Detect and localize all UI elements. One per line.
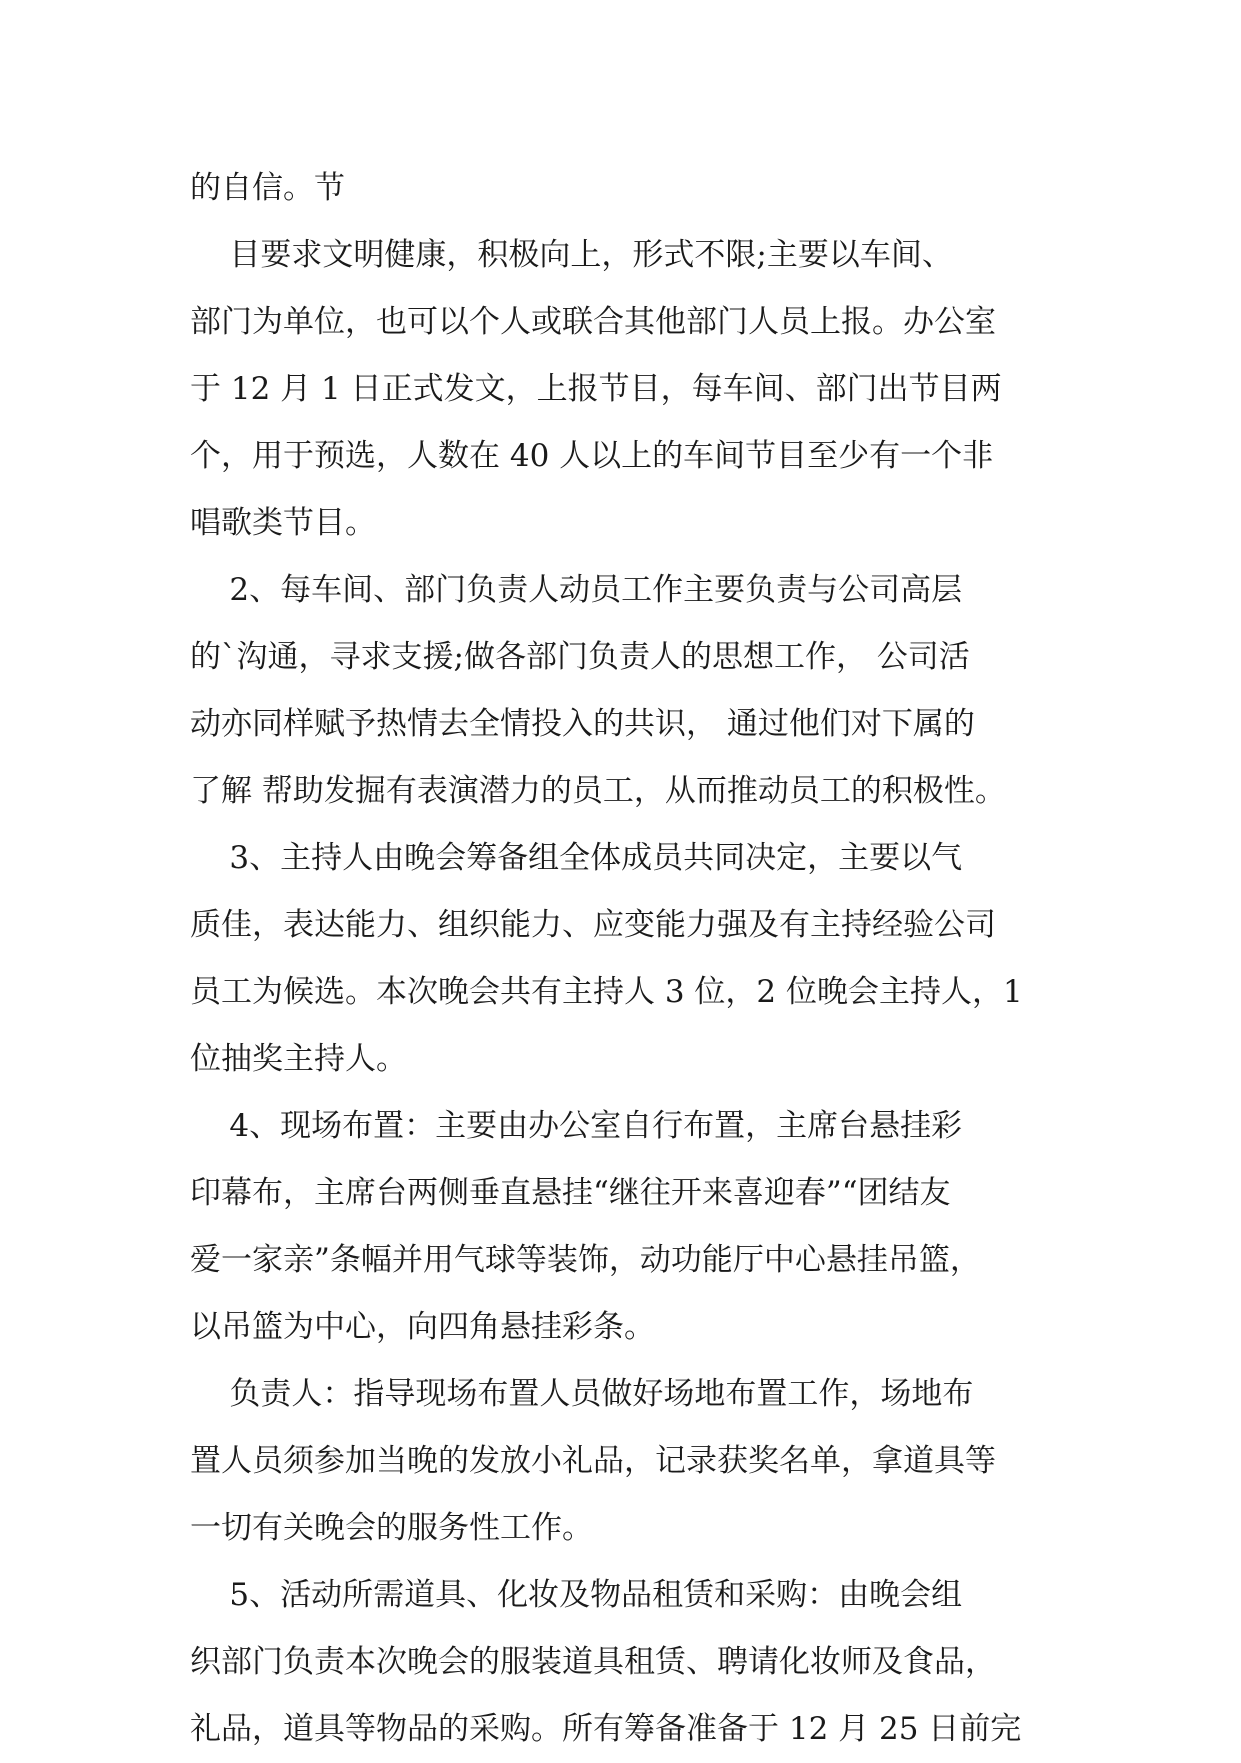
- body-text: [190, 155, 1070, 1763]
- text-line-2: 目要求文明健康，积极向上，形式不限;主要以车间、: [190, 237, 953, 273]
- text-line-8: 的`沟通，寻求支援;做各部门负责人的思想工作， 公司活: [190, 639, 970, 675]
- text-line-10: 了解 帮助发掘有表演潜力的员工，从而推动员工的积极性。: [190, 773, 1006, 809]
- text-line-23: 织部门负责本次晚会的服装道具租赁、聘请化妆师及食品，: [190, 1644, 996, 1680]
- text-line-6: 唱歌类节目。: [190, 505, 376, 541]
- text-line-9: 动亦同样赋予热情去全情投入的共识， 通过他们对下属的: [190, 706, 975, 742]
- text-line-18: 以吊篮为中心，向四角悬挂彩条。: [190, 1309, 655, 1345]
- text-line-11: 3、主持人由晚会筹备组全体成员共同决定，主要以气: [190, 840, 963, 876]
- text-line-21: 一切有关晚会的服务性工作。: [190, 1510, 593, 1546]
- text-line-3: 部门为单位，也可以个人或联合其他部门人员上报。办公室: [190, 304, 996, 340]
- text-line-17: 爱一家亲”条幅并用气球等装饰，动功能厅中心悬挂吊篮，: [190, 1242, 981, 1278]
- text-line-22: 5、活动所需道具、化妆及物品租赁和采购：由晚会组: [190, 1577, 963, 1613]
- text-line-1: 的自信。节: [190, 170, 345, 206]
- text-line-19: 负责人：指导现场布置人员做好场地布置工作，场地布: [190, 1376, 974, 1412]
- text-line-12: 质佳，表达能力、组织能力、应变能力强及有主持经验公司: [190, 907, 996, 943]
- text-line-4: 于 12 月 1 日正式发文，上报节目，每车间、部门出节目两: [190, 371, 1002, 407]
- text-line-24: 礼品，道具等物品的采购。所有筹备准备于 12 月 25 日前完: [190, 1711, 1022, 1747]
- text-line-20: 置人员须参加当晚的发放小礼品，记录获奖名单，拿道具等: [190, 1443, 996, 1479]
- text-line-14: 位抽奖主持人。: [190, 1041, 407, 1077]
- text-line-13: 员工为候选。本次晚会共有主持人 3 位，2 位晚会主持人，1: [190, 974, 1023, 1010]
- text-line-5: 个，用于预选，人数在 40 人以上的车间节目至少有一个非: [190, 438, 994, 474]
- text-line-16: 印幕布，主席台两侧垂直悬挂“继往开来喜迎春”“团结友: [190, 1175, 951, 1211]
- text-line-7: 2、每车间、部门负责人动员工作主要负责与公司高层: [190, 572, 963, 608]
- text-line-15: 4、现场布置：主要由办公室自行布置，主席台悬挂彩: [190, 1108, 963, 1144]
